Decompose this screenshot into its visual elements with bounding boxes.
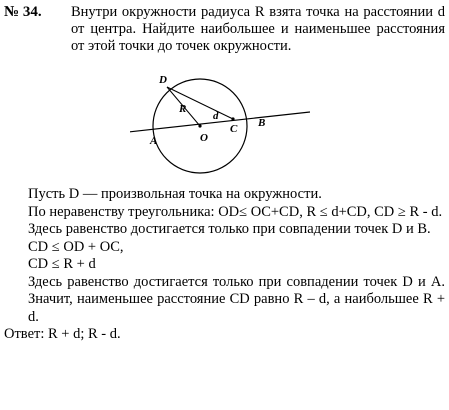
point-c [231, 117, 234, 120]
label-d-distance: d [213, 110, 219, 122]
label-a: A [150, 135, 158, 147]
chord-line [130, 112, 310, 134]
figure-svg [130, 68, 310, 178]
label-r: R [179, 103, 187, 115]
solution-line-1: Пусть D — произвольная точка на окружности. [28, 186, 322, 202]
problem-statement: Внутри окружности радиуса R взята точка на расстоянии d от центра. Найдите наибольшее и наименьшее расстояния от этой точки до точек окружности. [71, 4, 445, 54]
solution-line-4: Здесь равенство достигается только при совпадении точек D и А. Значит, наименьшее расстояние CD равно R – d, а наибольшее R + d. [28, 273, 445, 325]
geometry-figure [130, 68, 310, 178]
answer-line: Ответ: R + d; R - d. [4, 326, 121, 342]
problem-number: № 34. [4, 4, 42, 20]
inequality-2: CD ≤ R + d [28, 256, 96, 272]
problem-block [4, 4, 445, 55]
solution-block [4, 186, 445, 344]
label-d-point: D [159, 74, 167, 86]
inequality-1: CD ≤ OD + OC, [28, 238, 124, 255]
solution-line-3: Здесь равенство достигается только при совпадении точек D и B. [28, 221, 431, 237]
segment-dc [167, 87, 233, 119]
label-b: B [258, 117, 266, 129]
point-o [198, 124, 201, 127]
label-c: C [230, 123, 238, 135]
solution-line-2: По неравенству треугольника: OD≤ OC+CD, R ≤ d+CD, CD ≥ R - d. [28, 203, 443, 220]
label-o: O [200, 132, 208, 144]
